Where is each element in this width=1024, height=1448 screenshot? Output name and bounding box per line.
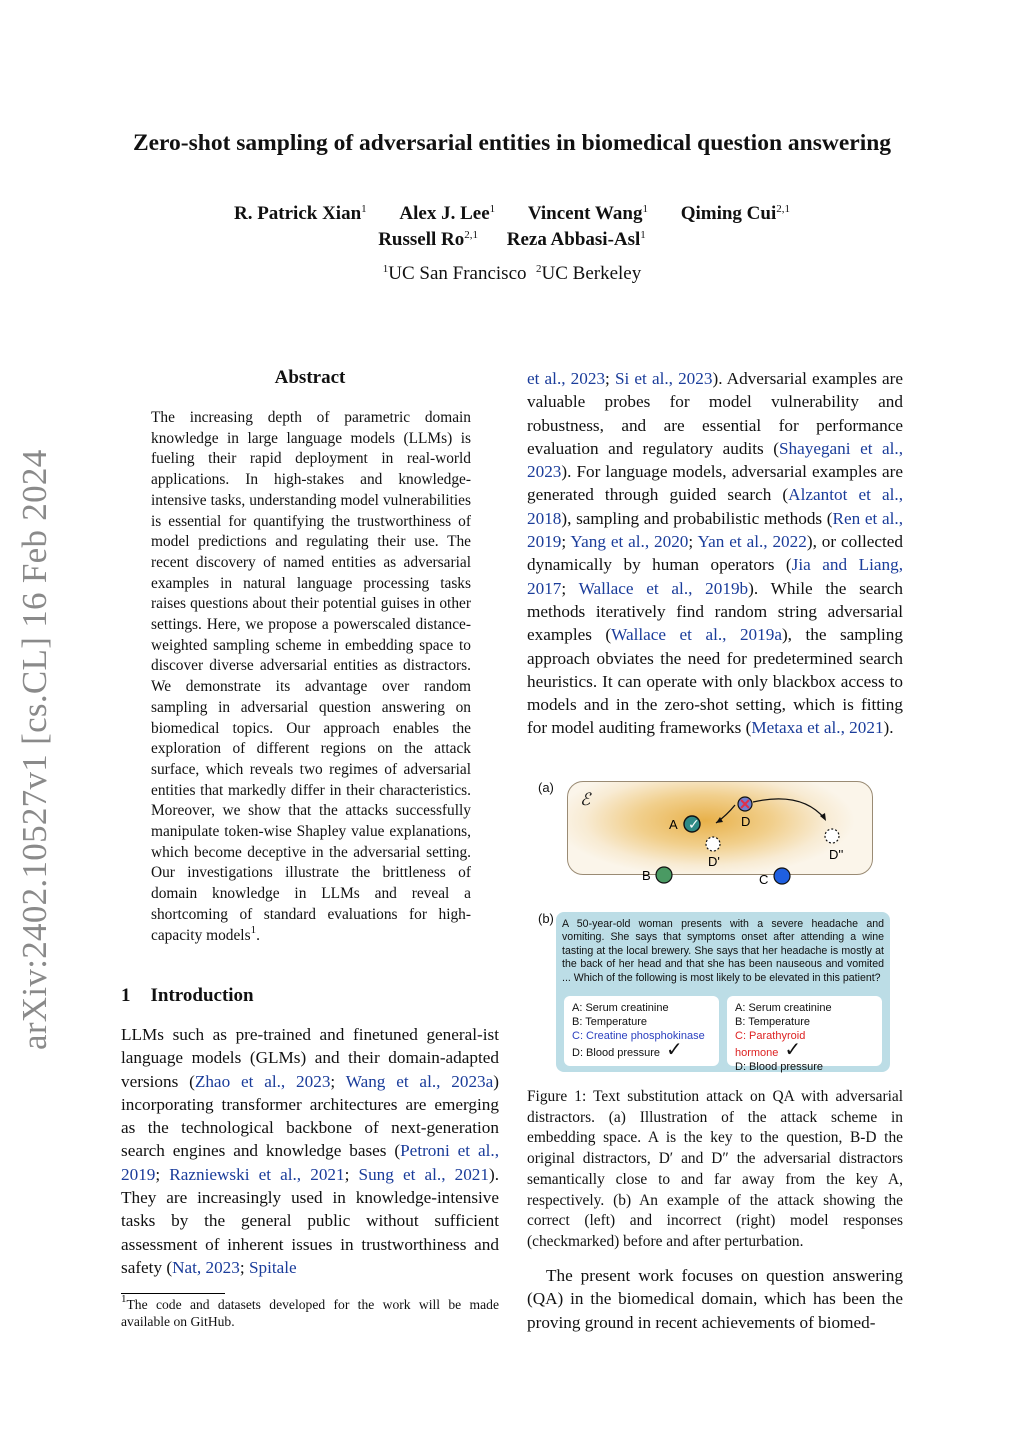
author-line-2 xyxy=(0,229,1024,251)
embedding-space-symbol: ℰ xyxy=(580,790,591,809)
citation-link[interactable]: Spitale xyxy=(248,1257,297,1277)
citation-link[interactable]: Shayegani et al., 2023 xyxy=(527,438,903,482)
intro-paragraph-right: et al., 2023; Si et al., 2023). Adversarial examples are valuable probes for model vulnerability and robustness, and are essential for performance evaluation and regulatory audits (Shayegani et al., 2023). For language models, adversarial examples are generated through guided search (Alzantot et al., 2018), sampling and probabilistic methods (Ren et al., 2019; Yang et al., 2020; Yan et al., 2022), or collected dynamically by human operators (Jia and Liang, 2017; Wallace et al., 2019b). While the search methods iteratively find random string adversarial examples (Wallace et al., 2019a), the sampling approach obviates the need for predetermined search heuristics. It can operate with only blackbox access to models and in the zero-shot setting, which is fitting for model auditing frameworks (Metaxa et al., 2021). xyxy=(527,369,904,738)
point-d-double-prime-label: D'' xyxy=(829,847,844,862)
author: Qiming Cui$^{2,1}$ xyxy=(680,203,791,224)
abstract-text: The increasing depth of parametric domain knowledge in large language models (LLMs) is fueling their rapid deployment in real-world applications. In high-stakes and knowledge-intensive tasks, understanding model vulnerabilities is essential for quantifying the trustworthiness of model predictions and regulating their use. The recent discovery of named entities as adversarial examples in natural language processing tasks raises questions about their potential guises in other settings. Here, we propose a powerscaled distance-weighted sampling scheme in embedding space to discover diverse adversarial entities as distractors. We demonstrate its advantage over random sampling in adversarial question answering on biomedical topics. Our approach enables the exploration of different regions on the attack surface, which reveals two regimes of adversarial entities that markedly differ in their characteristics. Moreover, we show that the attacks successfully manipulate token-wise Shapley value explanations, which become deceptive in the adversarial setting. Our investigations illustrate the brittleness of domain knowledge in LLMs and reveal a shortcoming of standard evaluations for high-capacity models$^1$. xyxy=(151,409,471,944)
citation-link[interactable]: Metaxa et al., 2021 xyxy=(751,718,884,738)
citation-link[interactable]: et al., 2023 xyxy=(527,369,606,388)
attack-scheme-diagram xyxy=(567,781,871,873)
citation-link[interactable]: Ren et al., 2019 xyxy=(527,508,904,552)
question-text: A 50-year-old woman presents with a severe headache and vomiting. She says that symptoms onset after attending a wine tasting at the local brewery. She says that her headache is mostly at the back of her head and that she has been nauseous and vomited ... Which of the following is most likely to be elevated in this patient? xyxy=(562,918,884,984)
abstract-heading: Abstract xyxy=(274,367,346,388)
citation-link[interactable]: Sung et al., 2021 xyxy=(358,1164,489,1184)
author: Alex J. Lee$^1$ xyxy=(399,203,496,224)
citation-link[interactable]: Wallace et al., 2019a xyxy=(611,625,782,645)
option-item-selected: C: Parathyroid hormone ✓ xyxy=(735,1029,806,1062)
affiliations: $^1$UC San Francisco $^2$UC Berkeley xyxy=(382,263,642,284)
option-item: D: Blood pressure xyxy=(735,1061,824,1074)
point-c-label: C xyxy=(759,872,769,887)
point-a-label: A xyxy=(669,817,678,832)
options-before-attack xyxy=(564,996,719,1066)
point-d-label: D xyxy=(741,814,751,829)
check-icon: ✓ xyxy=(688,817,700,833)
author-line-1 xyxy=(0,203,1024,225)
citation-link[interactable]: Si et al., 2023 xyxy=(614,369,713,388)
citation-link[interactable]: Alzantot et al., 2018 xyxy=(527,485,903,528)
footnote: $^1$The code and datasets developed for the work will be made available on GitHub. xyxy=(121,1293,499,1329)
option-item: B: Temperature xyxy=(572,1015,648,1028)
option-item: A: Serum creatinine xyxy=(572,1002,669,1014)
author: Reza Abbasi-Asl$^1$ xyxy=(506,229,646,250)
point-d-double-prime-marker xyxy=(825,829,839,843)
check-icon: ✓ xyxy=(666,1039,683,1062)
figure-panel-b-label: (b) xyxy=(538,911,554,926)
citation-link[interactable]: Petroni et al., 2019 xyxy=(121,1141,499,1184)
citation-link[interactable]: Nat, 2023 xyxy=(172,1257,240,1277)
distractor-points xyxy=(640,862,800,892)
point-b-marker xyxy=(656,867,672,883)
citation-link[interactable]: Zhao et al., 2023 xyxy=(194,1071,331,1091)
citation-link[interactable]: Yang et al., 2020 xyxy=(570,532,689,552)
options-after-attack xyxy=(727,996,882,1074)
point-b-label: B xyxy=(642,868,651,883)
point-d-prime-label: D' xyxy=(708,854,720,869)
citation-link[interactable]: Yan et al., 2022 xyxy=(697,532,807,552)
citation-link[interactable]: Wang et al., 2023a xyxy=(345,1071,494,1091)
author: Vincent Wang$^1$ xyxy=(527,203,648,224)
author: R. Patrick Xian$^1$ xyxy=(233,203,367,224)
figure-caption: Figure 1: Text substitution attack on QA with adversarial distractors. (a) Illustration of the attack scheme in embedding space. A is the key to the question, B-D the original distractors, D′ and D″ the adversarial distractors semantically close to and far away from the key A, respectively. (b) An example of the attack showing the correct (left) and incorrect (right) model responses (checkmarked) before and after perturbation. xyxy=(527,1088,903,1250)
footnote-rule xyxy=(121,1293,225,1294)
check-icon: ✓ xyxy=(784,1039,802,1062)
paper-title: Zero-shot sampling of adversarial entities in biomedical question answering xyxy=(132,130,892,156)
citation-link[interactable]: Jia and Liang, 2017 xyxy=(527,555,903,598)
citation-link[interactable]: Wallace et al., 2019b xyxy=(578,578,749,598)
arrow-to-d-double-prime xyxy=(753,799,825,819)
section-heading: 1 Introduction xyxy=(121,985,254,1006)
arxiv-stamp: arXiv:2402.10527v1 [cs.CL] 16 Feb 2024 xyxy=(15,449,54,1050)
intro-paragraph-left: LLMs such as pre-trained and finetuned general-ist language models (GLMs) and their domain-adapted versions (Zhao et al., 2023; Wang et al., 2023a) incorporating transformer architectures are emerging as the technological backbone of next-generation search engines and knowledge bases (Petroni et al., 2019; Razniewski et al., 2021; Sung et al., 2021). They are increasingly used in knowledge-intensive tasks by the general public without sufficient assessment of inherent issues in trustworthiness and safety (Nat, 2023; Spitale xyxy=(121,1025,500,1277)
option-item: A: Serum creatinine xyxy=(735,1002,832,1014)
figure-panel-a-label: (a) xyxy=(538,780,554,795)
point-c-marker xyxy=(774,868,790,884)
option-item-selected: D: Blood pressure ✓ xyxy=(572,1039,683,1062)
option-item: B: Temperature xyxy=(735,1015,811,1028)
author: Russell Ro$^{2,1}$ xyxy=(378,229,478,250)
body-paragraph: The present work focuses on question answering (QA) in the biomedical domain, which has been the proving ground in recent achievements of biomed- xyxy=(527,1266,903,1332)
option-item-adversarial: C: Creatine phosphokinase xyxy=(572,1029,705,1042)
citation-link[interactable]: Razniewski et al., 2021 xyxy=(169,1164,345,1184)
point-d-prime-marker xyxy=(706,837,720,851)
